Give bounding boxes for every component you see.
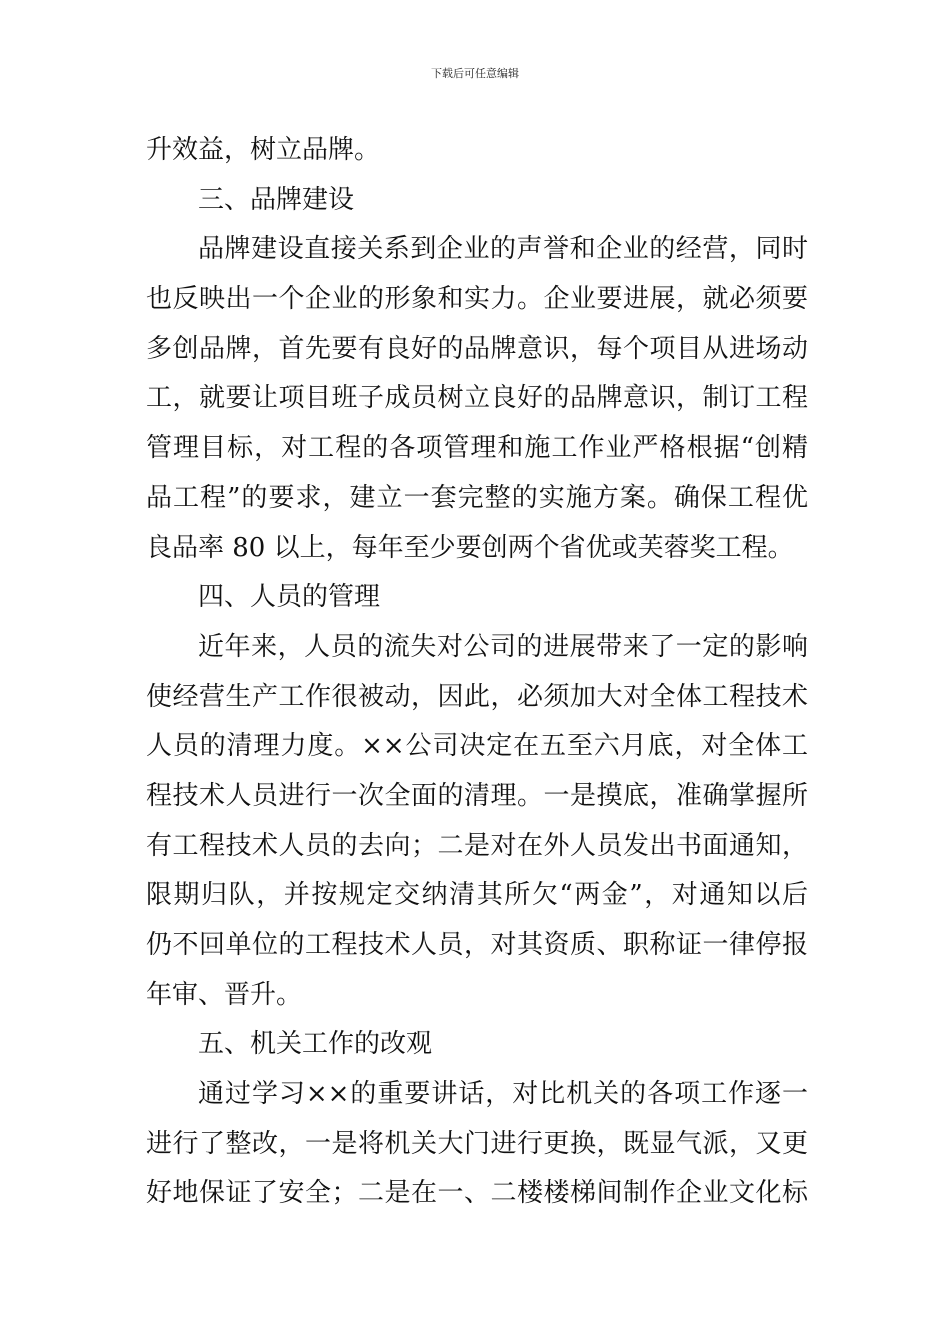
page-header: 下载后可任意编辑	[431, 67, 519, 80]
section-heading: 五、机关工作的改观	[198, 1029, 433, 1060]
text-line: 升效益，树立品牌。	[146, 135, 381, 165]
text-line: 人员的清理力度。××公司决定在五至六月底，对全体工	[146, 731, 808, 762]
text-line: 工，就要让项目班子成员树立良好的品牌意识，制订工程	[146, 383, 808, 414]
document-body	[146, 126, 808, 1219]
text-line: 进行了整改，一是将机关大门进行更换，既显气派，又更	[146, 1128, 808, 1159]
text-line: 多创品牌，首先要有良好的品牌意识，每个项目从进场动	[146, 333, 808, 364]
section-heading: 三、品牌建设	[198, 184, 355, 215]
text-line: 通过学习××的重要讲话，对比机关的各项工作逐一	[198, 1079, 808, 1110]
text-line: 有工程技术人员的去向；二是对在外人员发出书面通知，	[146, 830, 808, 861]
text-line: 使经营生产工作很被动，因此，必须加大对全体工程技术	[146, 681, 808, 712]
text-line: 近年来，人员的流失对公司的进展带来了一定的影响	[198, 631, 808, 662]
text-line: 限期归队，并按规定交纳清其所欠“两金”，对通知以后	[146, 880, 808, 911]
text-line: 好地保证了安全；二是在一、二楼楼梯间制作企业文化标	[146, 1178, 808, 1209]
text-line: 品工程”的要求，建立一套完整的实施方案。确保工程优	[146, 482, 808, 513]
text-line: 管理目标，对工程的各项管理和施工作业严格根据“创精	[146, 433, 808, 464]
section-heading: 四、人员的管理	[198, 582, 381, 613]
text-line: 良品率 80 以上，每年至少要创两个省优或芙蓉奖工程。	[146, 532, 794, 563]
text-line: 也反映出一个企业的形象和实力。企业要进展，就必须要	[146, 284, 808, 315]
text-line: 程技术人员进行一次全面的清理。一是摸底，准确掌握所	[146, 780, 808, 811]
text-line: 品牌建设直接关系到企业的声誉和企业的经营，同时	[198, 234, 808, 265]
text-line: 年审、晋升。	[146, 979, 303, 1010]
text-line: 仍不回单位的工程技术人员，对其资质、职称证一律停报	[146, 930, 808, 960]
